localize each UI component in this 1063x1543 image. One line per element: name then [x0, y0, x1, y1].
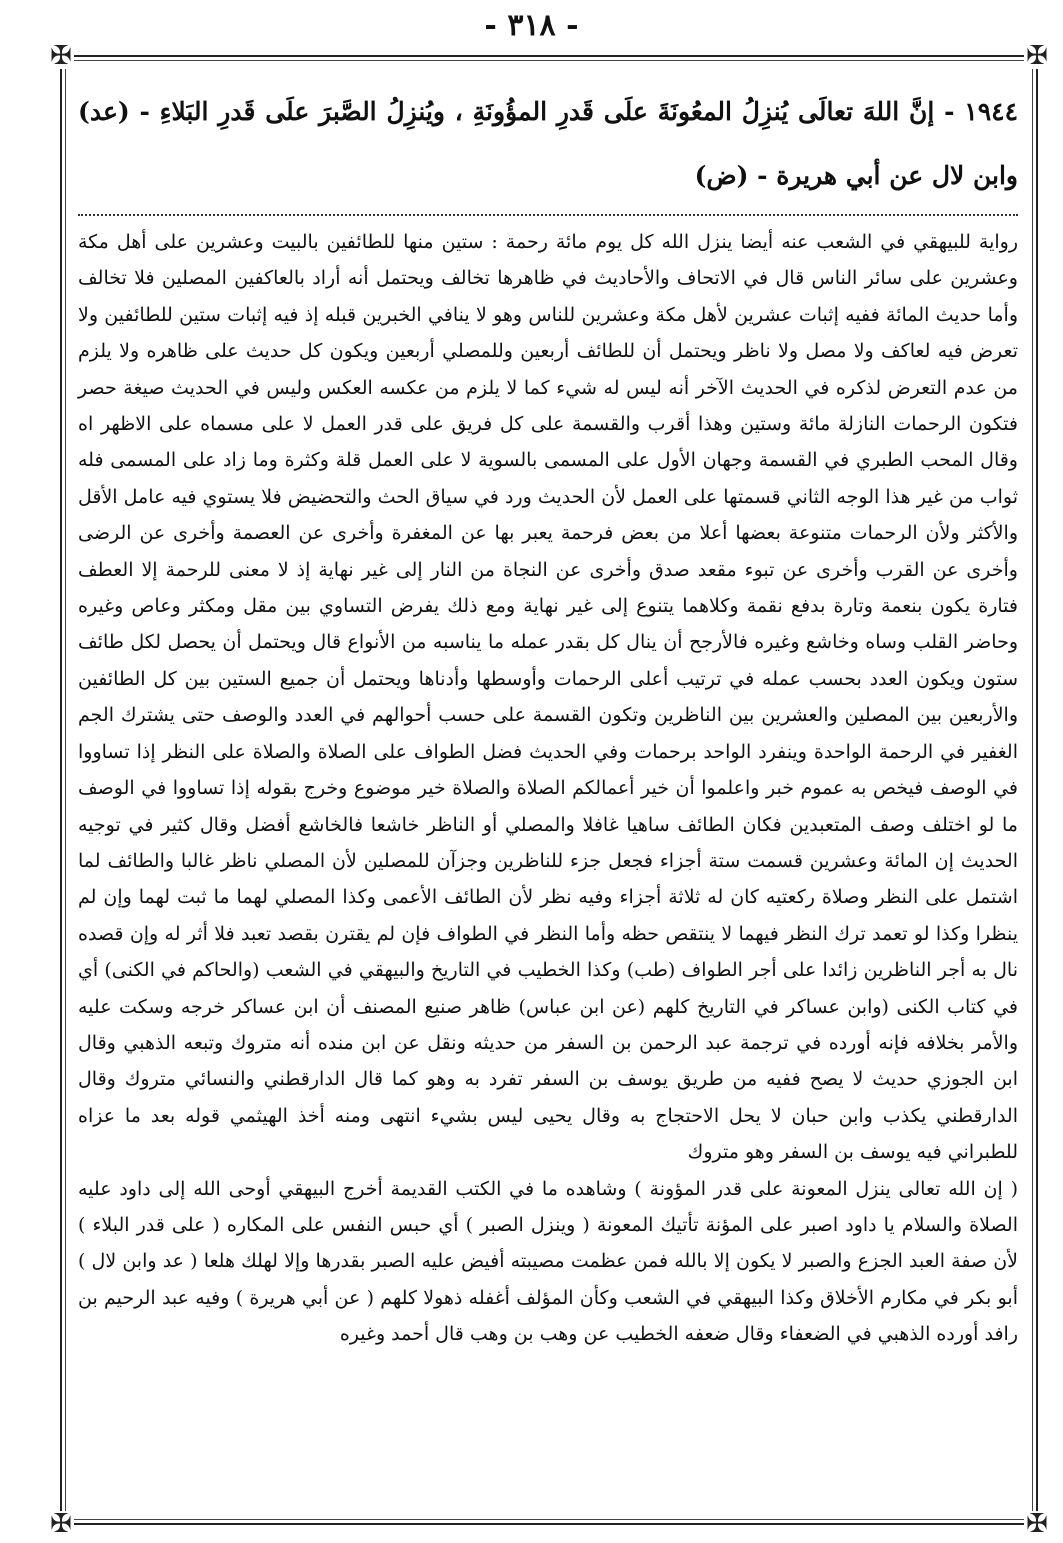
page-content [78, 80, 1018, 1353]
commentary-paragraph: ( إن الله تعالى ينزل المعونة على قدر المؤونة ) وشاهده ما في الكتب القديمة أخرج البيهقي أوحى الله إلى داود عليه الصلاة والسلام يا داود اصبر على المؤنة تأتيك المعونة ( وينزل الصبر ) أي حبس النفس على المكاره ( على قدر البلاء ) لأن صفة العبد الجزع والصبر لا يكون إلا بالله فمن عظمت مصيبته أفيض عليه الصبر بقدرها وإلا لهلك هلعا ( عد وابن لال ) أبو بكر في مكارم الأخلاق وكذا البيهقي في الشعب وكأن المؤلف أغفله ذهولا كلهم ( عن أبي هريرة ) وفيه عبد الرحيم بن رافد أورده الذهبي في الضعفاء وقال ضعفه الخطيب عن وهب بن وهب قال أحمد وغيره [78, 1177, 1018, 1346]
section-divider [78, 214, 1018, 216]
corner-ornament-icon: ✠ [1024, 1511, 1050, 1537]
hadith-text: - إنَّ اللهَ تعالَى يُنزِلُ المعُونَةَ علَى قَدرِ المؤُونَةِ ، ويُنزِلُ الصَّبرَ علَى قَدرِ البَلاءِ - (عد) وابن لال عن أبي هريرة - (ض) [78, 97, 1018, 190]
corner-ornament-icon: ✠ [48, 1511, 74, 1537]
commentary [78, 224, 1018, 1353]
hadith-entry [78, 80, 1018, 208]
corner-ornament-icon: ✠ [1024, 43, 1050, 69]
commentary-paragraph: رواية للبيهقي في الشعب عنه أيضا ينزل الله كل يوم مائة رحمة : ستين منها للطائفين بالبيت وعشرين على أهل مكة وعشرين على سائر الناس قال في الاتحاف والأحاديث في ظاهرها تخالف ويحتمل أنه أراد بالعاكفين المصلين فلا تخالف وأما حديث المائة ففيه إثبات عشرين لأهل مكة وعشرين للناس وهو لا ينافي الخبرين قبله إذ فيه إثبات ستين للطائفين ولا تعرض فيه لعاكف ولا مصل ولا ناظر ويحتمل أن للطائف أربعين وللمصلي أربعين ويكون كل حديث على ظاهره ولا يلزم من عدم التعرض لذكره في الحديث الآخر أنه ليس له شيء كما لا يلزم من عكسه العكس وليس في الحديث صيغة حصر فتكون الرحمات النازلة مائة وستين وهذا أقرب والقسمة على كل فريق على قدر العمل لا على مسماه على الاظهر اه وقال المحب الطبري في القسمة وجهان الأول على المسمى بالسوية لا على العمل قلة وكثرة وما زاد على المسمى فله ثواب من غير هذا الوجه الثاني قسمتها على العمل لأن الحديث ورد في سياق الحث والتحضيض فلا يستوي فيه عامل الأقل والأكثر ولأن الرحمات متنوعة بعضها أعلا من بعض فرحمة يعبر بها عن المغفرة وأخرى عن العصمة وأخرى عن الرضى وأخرى عن القرب وأخرى عن تبوء مقعد صدق وأخرى عن النجاة من النار إلى غير نهاية إذ لا معنى للرحمة إلا العطف فتارة يكون بنعمة وتارة بدفع نقمة وكلاهما يتنوع إلى غير نهاية ومع ذلك يفرض التساوي بين مقل ومكثر وعاص وغيره وحاضر القلب وساه وخاشع وغيره فالأرجح أن ينال كل بقدر عمله ما يناسبه من الأنواع قال ويحتمل أن يحصل لكل طائف ستون ويكون العدد بحسب عمله في ترتيب أعلى الرحمات وأوسطها وأدناها ويحتمل أن جميع الستين بين كل الطائفين والأربعين بين المصلين والعشرين بين الناظرين وتكون القسمة على حسب أحوالهم في العدد والوصف حتى يشترك الجم الغفير في الرحمة الواحدة وينفرد الواحد برحمات وفي الحديث فضل الطواف على الصلاة والصلاة على النظر إذا تساووا في الوصف فيخص به عموم خبر واعلموا أن خير أعمالكم الصلاة والصلاة خير موضوع وخرج بقوله إذا تساووا في الوصف ما لو اختلف وصف المتعبدين فكان الطائف ساهيا غافلا والمصلي أو الناظر خاشعا فالخاشع أفضل وقال كثير في توجيه الحديث إن المائة وعشرين قسمت ستة أجزاء فجعل جزء للناظرين وجزآن للمصلين لأن المصلي ناظر غالبا والطائف لما اشتمل على النظر وصلاة ركعتيه كان له ثلاثة أجزاء وفيه نظر لأن الطائف الأعمى وكذا المصلي لهما ما ثبت لهما وإن لم ينظرا وكذا لو تعمد ترك النظر فيهما لا ينتقص حظه وأما النظر في الطواف فإن لم يقترن بقصد تعبد فلا أثر له وإن قصده نال به أجر الناظرين زائدا على أجر الطواف (طب) وكذا الخطيب في التاريخ والبيهقي في الشعب (والحاكم في الكنى) أي في كتاب الكنى (وابن عساكر في التاريخ كلهم (عن ابن عباس) ظاهر صنيع المصنف أن ابن عساكر خرجه وسكت عليه والأمر بخلافه فإنه أورده في ترجمة عبد الرحمن بن السفر من حديثه ونقل عن ابن منده أنه متروك وتبعه الذهبي وقال ابن الجوزي حديث لا يصح ففيه من طريق يوسف بن السفر تفرد به وهو كما قال الدارقطني والنسائي متروك وقال الدارقطني يكذب وابن حبان لا يحل الاحتجاج به وقال يحيى ليس بشيء انتهى ومنه أخذ الهيثمي قوله بعد ما عزاه للطبراني فيه يوسف بن السفر وهو متروك [78, 231, 1018, 1164]
hadith-number: ١٩٤٤ [964, 97, 1018, 126]
corner-ornament-icon: ✠ [48, 43, 74, 69]
page-number: - ٣١٨ - [484, 8, 579, 43]
